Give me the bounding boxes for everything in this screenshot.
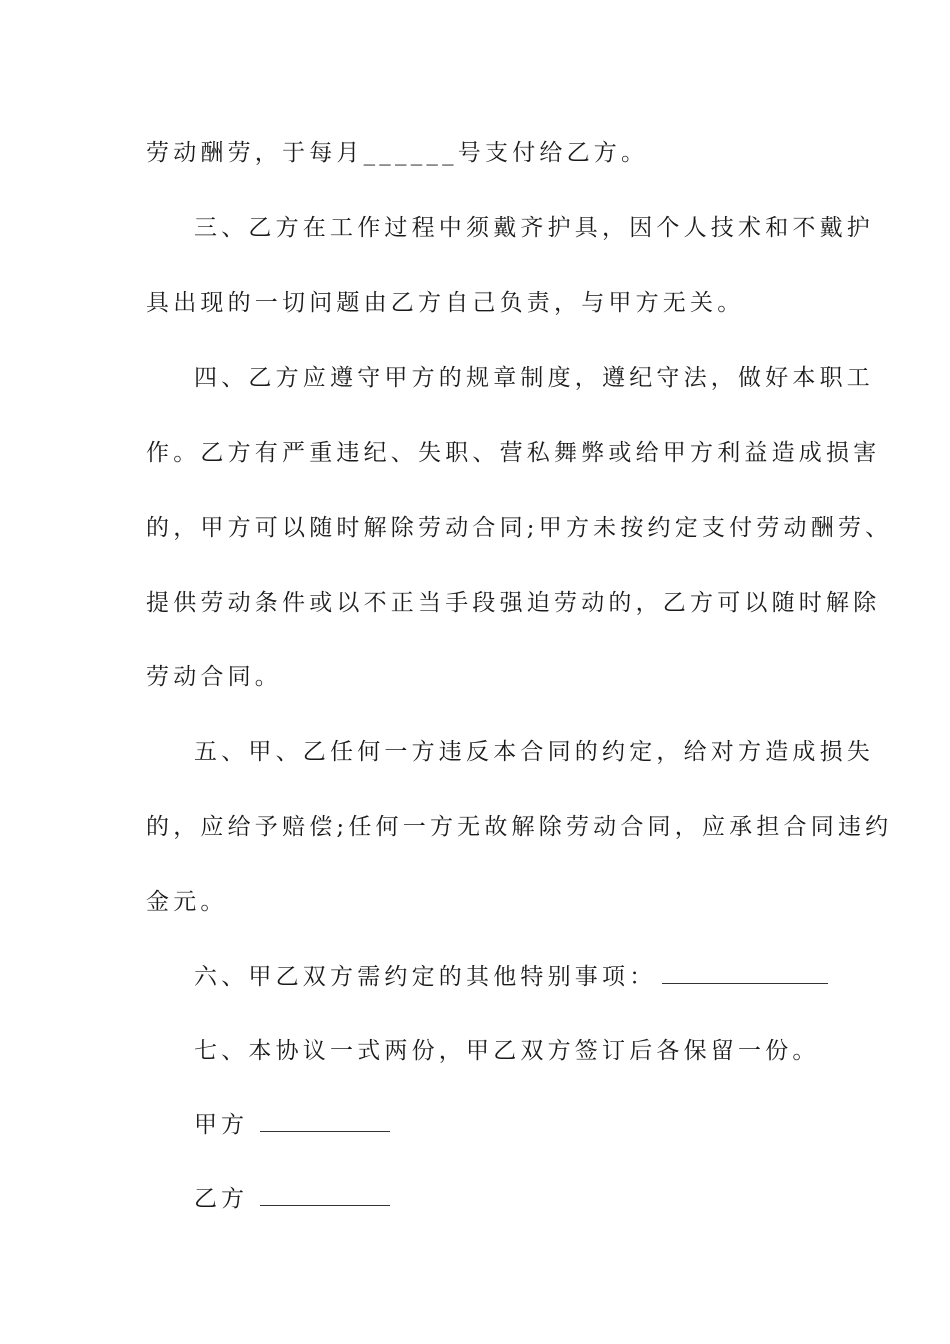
clause-six-text: 六、甲乙双方需约定的其他特别事项： (194, 964, 657, 990)
text-line-payment: 劳动酬劳，于每月______号支付给乙方。 (146, 140, 649, 166)
party-a-signature-blank[interactable] (260, 1113, 390, 1132)
other-matters-blank[interactable] (662, 965, 828, 984)
party-a-label: 甲方 (194, 1112, 248, 1138)
clause-five-line-1: 五、甲、乙任何一方违反本合同的约定，给对方造成损失 (194, 739, 874, 765)
clause-four-line-4: 提供劳动条件或以不正当手段强迫劳动的，乙方可以随时解除 (146, 590, 881, 616)
clause-six (194, 962, 828, 992)
party-b-signature-row (194, 1184, 390, 1214)
clause-four-line-5: 劳动合同。 (146, 664, 282, 690)
clause-three-line-2: 具出现的一切问题由乙方自己负责，与甲方无关。 (146, 290, 745, 316)
party-b-signature-blank[interactable] (260, 1187, 390, 1206)
clause-four-line-1: 四、乙方应遵守甲方的规章制度，遵纪守法，做好本职工 (194, 365, 874, 391)
clause-three-line-1: 三、乙方在工作过程中须戴齐护具，因个人技术和不戴护 (194, 215, 874, 241)
clause-four-line-2: 作。乙方有严重违纪、失职、营私舞弊或给甲方利益造成损害 (146, 440, 881, 466)
clause-seven: 七、本协议一式两份，甲乙双方签订后各保留一份。 (194, 1038, 820, 1064)
party-a-signature-row (194, 1110, 390, 1140)
clause-five-line-2: 的，应给予赔偿;任何一方无故解除劳动合同，应承担合同违约 (146, 814, 893, 840)
clause-four-line-3: 的，甲方可以随时解除劳动合同;甲方未按约定支付劳动酬劳、 (146, 515, 893, 541)
party-b-label: 乙方 (194, 1186, 248, 1212)
clause-five-line-3: 金元。 (146, 889, 228, 915)
